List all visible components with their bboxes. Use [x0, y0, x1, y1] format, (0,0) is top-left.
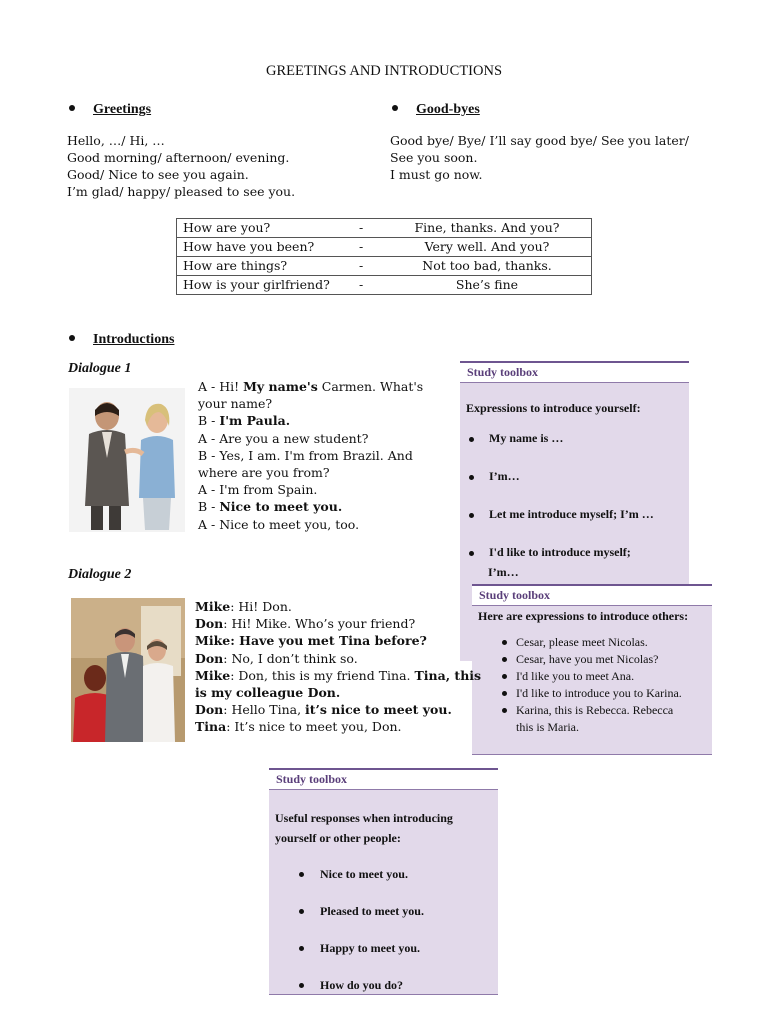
list-item-continuation: this is Maria.	[516, 720, 579, 734]
list-item-text: My name is …	[489, 431, 564, 445]
dialogue-line: : Don, this is my friend Tina.	[230, 667, 415, 683]
list-item	[275, 901, 498, 938]
greeting-response-table	[176, 218, 592, 295]
list-item	[478, 702, 712, 719]
list-item	[466, 507, 689, 545]
bullet-icon	[392, 105, 398, 111]
study-toolbox-header: Study toolbox	[460, 361, 689, 383]
dialogue-bold: My name's	[243, 379, 318, 394]
dialogue-line: where are you from?	[198, 465, 330, 481]
answer-cell: Not too bad, thanks.	[383, 257, 592, 276]
bullet-icon	[69, 335, 75, 341]
question-cell: How are things?	[177, 257, 360, 276]
greeting-line: Good morning/ afternoon/ evening.	[67, 150, 290, 165]
dialogue1-text	[198, 378, 423, 533]
study-toolbox-intro: Here are expressions to introduce others:	[478, 609, 689, 623]
goodbye-line: I must go now.	[390, 167, 483, 182]
dialogue-line: Carmen. What's	[317, 379, 424, 394]
greeting-line: Hello, …/ Hi, …	[67, 133, 165, 148]
list-item	[275, 938, 498, 975]
speaker-name: Don	[195, 702, 224, 718]
dialogue-line: B -	[198, 499, 220, 515]
study-toolbox-intro: Useful responses when introducing	[275, 811, 453, 825]
greetings-heading: Greetings	[93, 102, 152, 117]
goodbye-line: See you soon.	[390, 150, 478, 165]
greeting-line: Good/ Nice to see you again.	[67, 167, 249, 182]
answer-cell: She’s fine	[383, 276, 592, 295]
list-item-text: I'd like to introduce myself;	[489, 545, 631, 559]
list-item-text: Cesar, have you met Nicolas?	[516, 652, 659, 666]
list-item	[466, 545, 689, 565]
dash-cell: -	[359, 257, 383, 276]
speaker-name: Don	[195, 650, 224, 666]
study-toolbox-responses	[269, 768, 498, 995]
dialogue-line: B - Yes, I am. I'm from Brazil. And	[198, 447, 413, 463]
list-item-text: I’m…	[489, 469, 520, 483]
list-item-continuation: I’m…	[488, 565, 519, 579]
speaker-name: Don	[195, 616, 224, 632]
dialogue-bold: Tina, this	[414, 667, 482, 683]
greetings-heading-row	[69, 98, 151, 118]
dialogue-bold: Nice to meet you.	[219, 499, 343, 515]
dialogue2-text	[195, 598, 481, 736]
greeting-line: I’m glad/ happy/ pleased to see you.	[67, 184, 296, 199]
dialogue-line: : Hi! Don.	[230, 599, 292, 614]
list-item	[478, 634, 712, 651]
list-item-text: Happy to meet you.	[320, 941, 420, 955]
study-toolbox-header: Study toolbox	[269, 768, 498, 790]
list-item-text: Pleased to meet you.	[320, 904, 424, 918]
dialogue1-photo	[69, 388, 185, 532]
dialogue-bold: is my colleague Don.	[195, 685, 341, 701]
dash-cell: -	[359, 219, 383, 238]
dialogue1-heading: Dialogue 1	[68, 361, 132, 376]
list-item-text: Cesar, please meet Nicolas.	[516, 635, 648, 649]
dialogue-line: A - Are you a new student?	[198, 430, 369, 446]
goodbyes-heading-row	[392, 98, 480, 118]
list-item	[466, 431, 689, 469]
list-item	[478, 651, 712, 668]
study-toolbox-intro: Expressions to introduce yourself:	[466, 401, 641, 415]
question-cell: How is your girlfriend?	[177, 276, 360, 295]
dialogue-line: A - Nice to meet you, too.	[198, 516, 360, 532]
dialogue2-heading: Dialogue 2	[68, 567, 132, 582]
list-item-text: Let me introduce myself; I’m …	[489, 507, 654, 521]
table-row	[177, 219, 592, 238]
introductions-heading: Introductions	[93, 332, 175, 347]
bullet-icon	[69, 105, 75, 111]
question-cell: How have you been?	[177, 238, 360, 257]
dialogue-bold: I'm Paula.	[219, 413, 291, 429]
list-item-text: I'd like to introduce you to Karina.	[516, 686, 682, 700]
list-item	[478, 685, 712, 702]
dialogue-line: : Hello Tina,	[223, 702, 306, 718]
list-item	[466, 469, 689, 507]
page-title: GREETINGS AND INTRODUCTIONS	[265, 63, 503, 79]
dialogue-line: A - I'm from Spain.	[198, 482, 318, 498]
list-item	[478, 668, 712, 685]
list-item-text: Karina, this is Rebecca. Rebecca	[516, 703, 674, 717]
goodbyes-list	[390, 132, 689, 183]
list-item-text: I'd like you to meet Ana.	[516, 669, 635, 683]
goodbye-line: Good bye/ Bye/ I’ll say good bye/ See you later/	[390, 133, 689, 148]
answer-cell: Very well. And you?	[383, 238, 592, 257]
goodbyes-heading: Good-byes	[416, 102, 480, 117]
dash-cell: -	[359, 276, 383, 295]
greetings-list	[67, 132, 295, 200]
dialogue-line: : No, I don’t think so.	[223, 650, 358, 666]
dialogue-line: your name?	[198, 396, 273, 412]
question-cell: How are you?	[177, 219, 360, 238]
study-toolbox-introduce-others	[472, 584, 712, 755]
speaker-name: Mike	[195, 633, 231, 649]
study-toolbox-intro: yourself or other people:	[275, 831, 401, 845]
dialogue2-photo	[71, 598, 185, 742]
list-item	[275, 864, 498, 901]
speaker-name: Mike	[195, 599, 231, 614]
dialogue-line: A - Hi!	[198, 379, 244, 394]
dash-cell: -	[359, 238, 383, 257]
list-item-text: How do you do?	[320, 978, 404, 992]
dialogue-line: B -	[198, 413, 220, 429]
list-item	[275, 975, 498, 995]
table-row	[177, 257, 592, 276]
dialogue-bold: : Have you met Tina before?	[230, 633, 427, 649]
introductions-heading-row	[69, 328, 174, 348]
dialogue-line: : Hi! Mike. Who’s your friend?	[223, 616, 416, 632]
study-toolbox-header: Study toolbox	[472, 584, 712, 606]
dialogue-bold: it’s nice to meet you.	[305, 702, 452, 718]
speaker-name: Mike	[195, 667, 231, 683]
speaker-name: Tina	[195, 719, 227, 735]
table-row	[177, 276, 592, 295]
table-row	[177, 238, 592, 257]
list-item-text: Nice to meet you.	[320, 867, 408, 881]
dialogue-line: : It’s nice to meet you, Don.	[226, 719, 402, 735]
answer-cell: Fine, thanks. And you?	[383, 219, 592, 238]
